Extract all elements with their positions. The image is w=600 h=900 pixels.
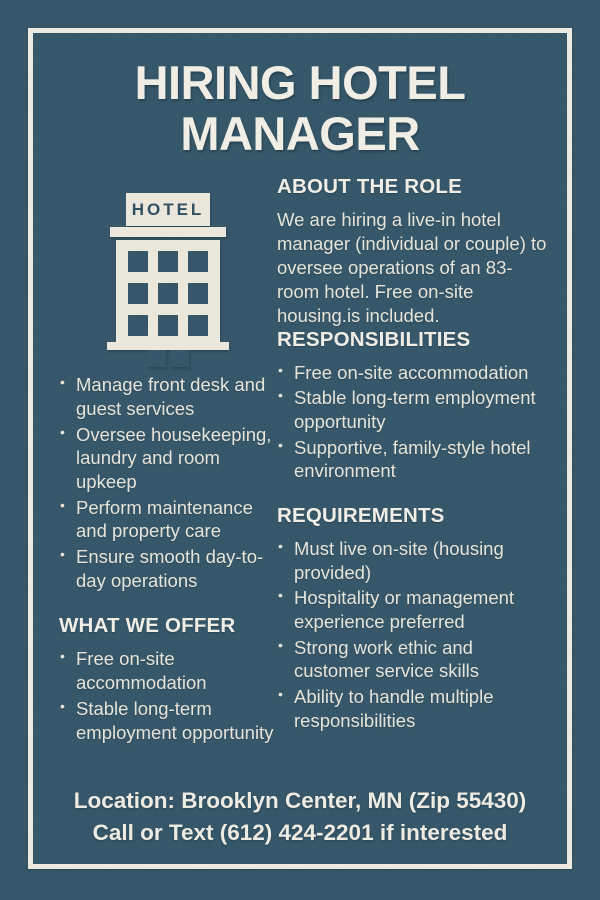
window: [158, 251, 178, 272]
offer-heading: WHAT WE OFFER: [59, 614, 236, 638]
list-item: • Perform maintenance and property care: [59, 496, 277, 543]
list-item: • Hospitality or management experience preferred: [277, 586, 549, 633]
hotel-ledge: [110, 227, 226, 237]
list-item: • Strong work ethic and customer service skills: [277, 636, 549, 683]
list-item: • Manage front desk and guest services: [59, 373, 277, 420]
window: [128, 283, 148, 304]
window: [188, 315, 208, 336]
window: [158, 283, 178, 304]
duties-list: [59, 373, 277, 592]
right-column: [277, 175, 549, 746]
contact-line: Call or Text (612) 424-2201 if interested: [92, 819, 508, 845]
window: [188, 283, 208, 304]
hotel-sign-label: HOTEL: [131, 199, 205, 219]
requirements-heading: REQUIREMENTS: [277, 504, 445, 528]
poster-frame: [28, 28, 572, 869]
list-item: • Supportive, family-style hotel environment: [277, 436, 549, 483]
window: [128, 315, 148, 336]
window: [188, 251, 208, 272]
window: [128, 251, 148, 272]
hotel-body: [116, 240, 220, 342]
window: [158, 315, 178, 336]
left-column: [59, 175, 277, 746]
list-item: • Ensure smooth day-to-day operations: [59, 545, 277, 592]
poster-title: HIRING HOTEL MANAGER: [134, 56, 466, 161]
content-columns: [33, 159, 567, 746]
list-item: • Stable long-term employment opportunity: [277, 386, 549, 433]
about-heading: ABOUT THE ROLE: [277, 175, 463, 199]
hotel-windows: [128, 251, 208, 336]
hotel-sign: [126, 193, 210, 226]
footer: [33, 785, 567, 864]
hotel-base: [107, 342, 229, 350]
hotel-building-icon: [107, 193, 229, 350]
list-item: • Stable long-term employment opportunity: [59, 697, 277, 744]
list-item: • Ability to handle multiple responsibilities: [277, 685, 549, 732]
about-text: We are hiring a live-in hotel manager (individual or couple) to oversee operations of an 83-room hotel. Free on-site housing.is included.: [277, 209, 547, 326]
offer-list: [59, 647, 277, 744]
responsibilities-list: [277, 361, 549, 483]
list-item: • Must live on-site (housing provided): [277, 537, 549, 584]
responsibilities-heading: RESPONSIBILITIES: [277, 327, 471, 351]
location-line: Location: Brooklyn Center, MN (Zip 55430): [73, 788, 527, 813]
list-item: • Free on-site accommodation: [277, 361, 549, 385]
list-item: • Oversee housekeeping, laundry and room upkeep: [59, 423, 277, 494]
requirements-list: [277, 537, 549, 732]
list-item: • Free on-site accommodation: [59, 647, 277, 694]
